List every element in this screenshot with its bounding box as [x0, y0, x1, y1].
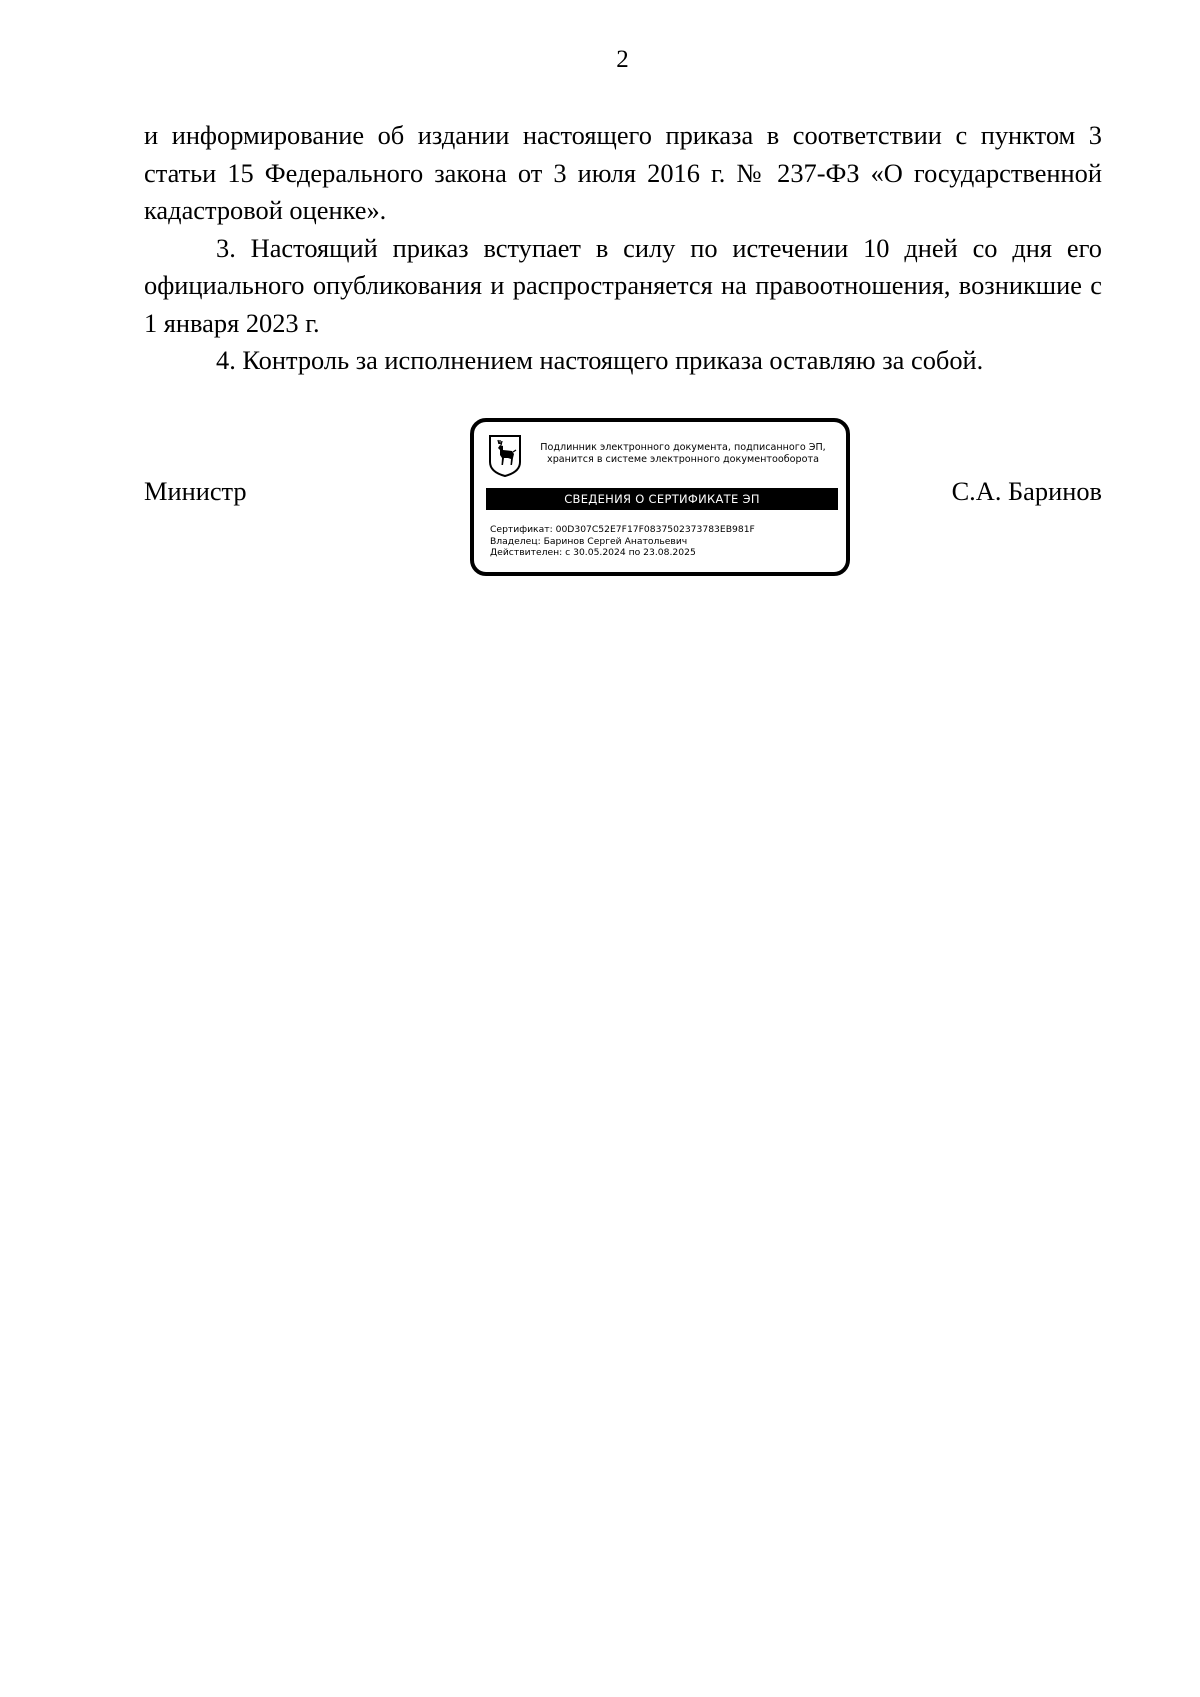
paragraph-4: 4. Контроль за исполнением настоящего приказа оставляю за собой. [216, 345, 984, 375]
deer-coat-of-arms-icon [488, 434, 522, 478]
stamp-validity: Действителен: с 30.05.2024 по 23.08.2025 [490, 547, 696, 559]
stamp-bar-title: СВЕДЕНИЯ О СЕРТИФИКАТЕ ЭП [486, 488, 838, 510]
stamp-header-line-1: Подлинник электронного документа, подписанного ЭП, [540, 442, 826, 453]
paragraph-3: 3. Настоящий приказ вступает в силу по истечении 10 дней со дня его официального опубликования и распространяется на правоотношения, возникшие с 1 января 2023 г. [144, 232, 1102, 338]
signatory-title: Министр [144, 476, 247, 506]
stamp-certificate: Сертификат: 00D307C52E7F17F0837502373783EB981F [490, 524, 755, 535]
stamp-header [524, 442, 842, 466]
page-number: 2 [616, 46, 629, 73]
stamp-details [490, 524, 840, 559]
paragraph-continuation: и информирование об издании настоящего приказа в соответствии с пунктом 3 статьи 15 Федерального закона от 3 июля 2016 г. № 237-ФЗ «О государственной кадастровой оценке». [144, 120, 1102, 225]
document-body [144, 117, 1102, 380]
signatory-name: С.А. Баринов [951, 476, 1102, 506]
electronic-signature-stamp [470, 418, 850, 576]
stamp-header-line-2: хранится в системе электронного документооборота [547, 454, 819, 465]
stamp-owner: Владелец: Баринов Сергей Анатольевич [490, 535, 688, 547]
